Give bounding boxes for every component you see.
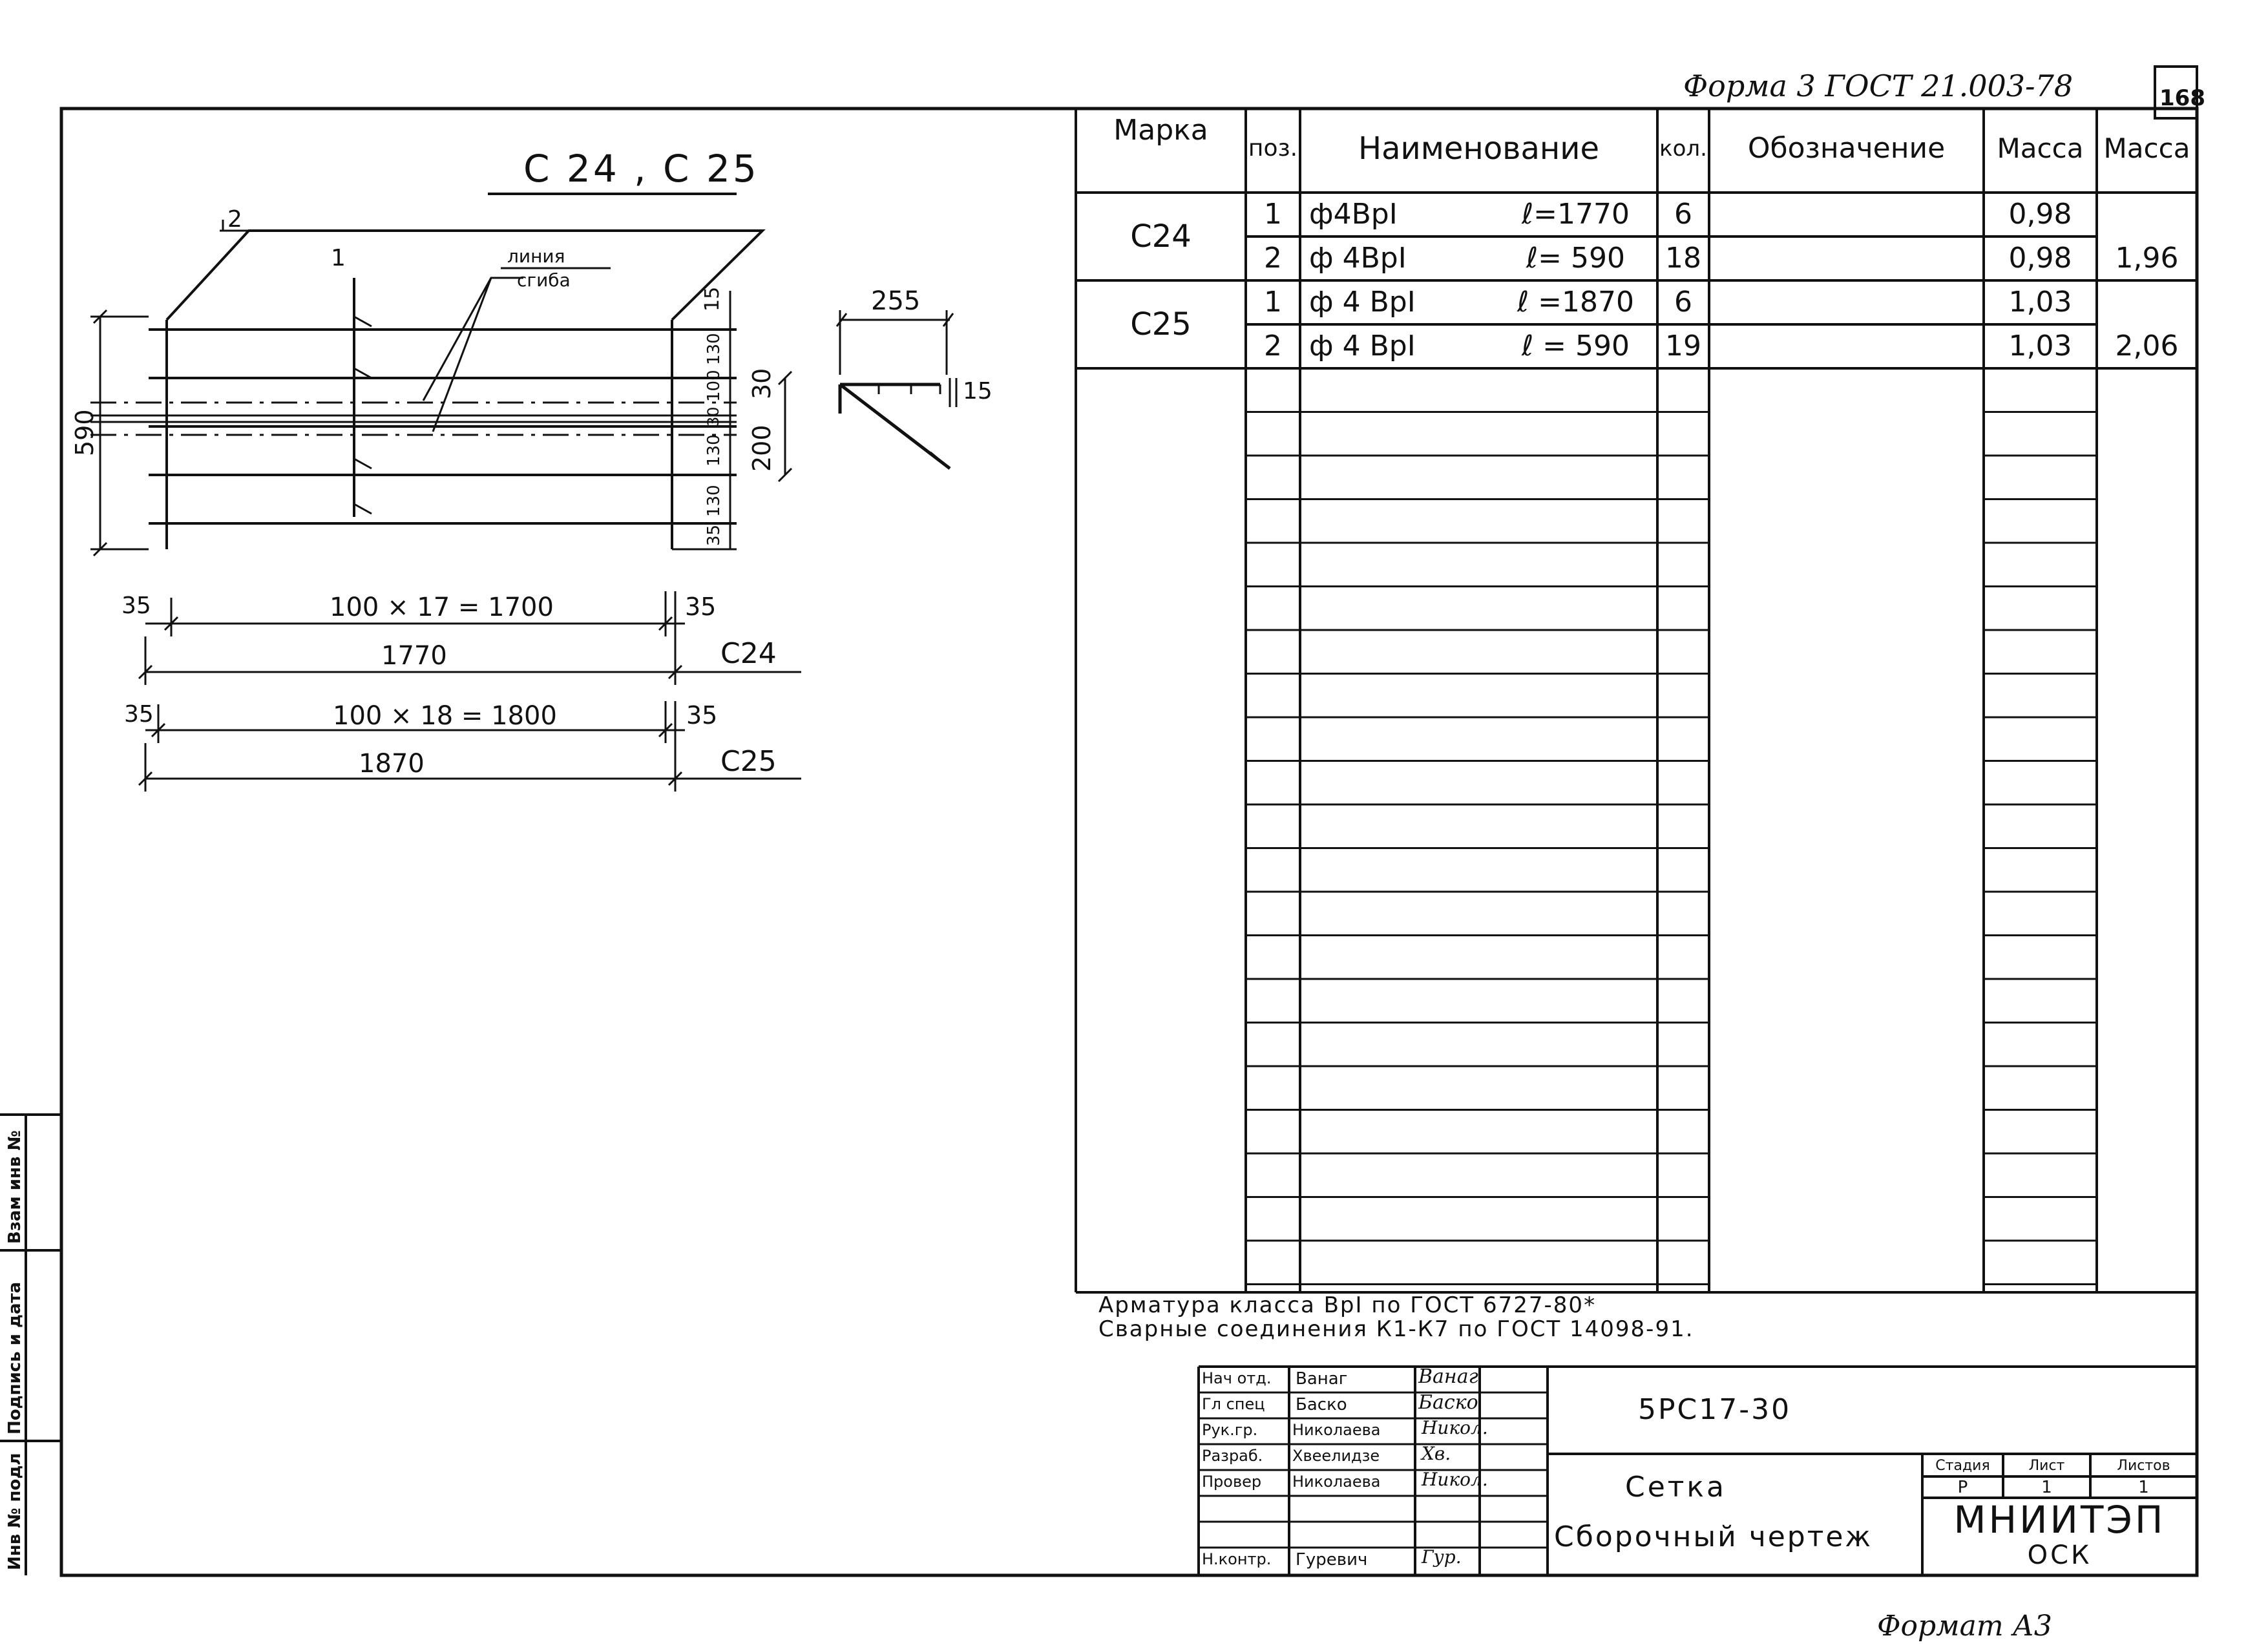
dimension-130-a: 130 [704,333,724,365]
tb-role-1: Нач отд. [1202,1369,1272,1387]
length-c25-1: ℓ =1870 [1517,286,1634,319]
tb-signature-7: Гур. [1422,1546,1462,1568]
side-dimension-15: 15 [963,378,992,404]
position-label-1: 1 [331,245,346,271]
document-code: 5РС17-30 [1638,1393,1792,1426]
sheet-value: 1 [2041,1477,2052,1497]
pos-c25-2: 2 [1264,330,1282,362]
tb-role-4: Разраб. [1202,1447,1263,1465]
qty-c24-2: 18 [1665,242,1701,275]
row2-mid: 1770 [381,641,447,671]
note-1: Арматура класса ВрI по ГОСТ 6727-80* [1098,1292,1597,1318]
pos-c24-1: 1 [1264,198,1282,231]
dimension-30-small: 30 [748,368,776,399]
bend-line-label-1: линия [507,246,565,267]
organization-subname: ОСК [2027,1540,2092,1570]
tb-name-2: Баско [1296,1395,1347,1414]
tb-role-2: Гл спец [1202,1395,1265,1413]
dimension-15: 15 [701,286,724,311]
drawing-title: С 24 , С 25 [523,147,759,191]
page-number: 168 [2159,85,2205,111]
qty-c25-2: 19 [1665,330,1701,362]
tb-signature-1: Ванаг [1418,1365,1478,1388]
row4-mid: 1870 [359,749,425,779]
sheet-label: Лист [2028,1457,2065,1474]
name-c24-2: ф 4ВрI [1309,242,1407,275]
row1-left: 35 [121,593,151,619]
header-mass-2: Масса [2103,132,2190,164]
tb-name-4: Хвеелидзе [1292,1447,1380,1465]
row1-right: 35 [685,593,717,621]
sheets-label: Листов [2117,1457,2170,1474]
row3-mid: 100 × 18 = 1800 [333,701,557,731]
length-c24-1: ℓ=1770 [1521,198,1630,231]
header-mark: Марка [1113,114,1208,147]
total-mass-c25: 2,06 [2115,330,2179,362]
tb-signature-5: Никол. [1422,1469,1488,1490]
dimension-590: 590 [70,409,99,456]
pos-c24-2: 2 [1264,242,1282,275]
organization-name: МНИИТЭП [1953,1498,2166,1542]
tb-name-7: Гуревич [1296,1550,1368,1570]
item-title: Сетка [1625,1471,1727,1504]
form-label: Форма 3 ГОСТ 21.003-78 [1683,68,2074,103]
position-label-2: 2 [227,206,242,233]
item-subtitle: Сборочный чертеж [1554,1520,1873,1553]
row3-right: 35 [686,701,718,730]
dimension-200: 200 [748,425,776,472]
tb-signature-2: Баско [1418,1391,1478,1414]
row1-mid: 100 × 17 = 1700 [330,593,554,622]
mass-c25-1: 1,03 [2008,286,2072,319]
dimension-100: 100 [704,370,724,402]
mark-c25: С25 [1130,306,1192,342]
tb-name-1: Ванаг [1296,1369,1348,1389]
tb-name-3: Николаева [1292,1421,1381,1439]
side-dimension-255: 255 [871,286,921,316]
length-c25-2: ℓ = 590 [1522,330,1630,362]
row3-left: 35 [124,701,154,728]
header-qty: кол. [1659,136,1707,162]
name-c25-2: ф 4 ВрI [1309,330,1416,362]
sheets-value: 1 [2138,1477,2149,1497]
note-2: Сварные соединения К1-К7 по ГОСТ 14098-91. [1098,1316,1694,1342]
tb-role-5: Провер [1202,1473,1262,1491]
qty-c25-1: 6 [1674,286,1692,319]
dimension-30: 30 [704,406,722,426]
row4-right: С25 [720,745,777,778]
mass-c24-2: 0,98 [2008,242,2072,275]
dimension-130-c: 130 [704,485,724,517]
header-pos: поз. [1248,135,1298,162]
tb-signature-3: Никол. [1422,1417,1488,1438]
qty-c24-1: 6 [1674,198,1692,231]
pos-c25-1: 1 [1264,286,1282,319]
mark-c24: С24 [1130,218,1192,255]
stage-value: Р [1957,1477,1968,1497]
tb-role-3: Рук.гр. [1202,1421,1258,1439]
bend-line-label-2: сгиба [517,269,571,291]
dimension-130-b: 130 [704,434,724,467]
dimension-35: 35 [704,524,724,546]
stage-label: Стадия [1935,1457,1990,1474]
mass-c24-1: 0,98 [2008,198,2072,231]
format-label: Формат А3 [1877,1610,2052,1643]
length-c24-2: ℓ= 590 [1526,242,1625,275]
header-mass-1: Масса [1997,132,2084,164]
side-stamp-replace: Взам инв № [5,1130,25,1244]
header-name: Наименование [1358,131,1599,167]
tb-name-5: Николаева [1292,1473,1381,1491]
tb-role-7: Н.контр. [1202,1550,1272,1568]
name-c25-1: ф 4 ВрI [1309,286,1416,319]
mass-c25-2: 1,03 [2008,330,2072,362]
row2-right: С24 [720,637,777,670]
side-stamp-inv: Инв № подл [5,1453,25,1570]
name-c24-1: ф4ВрI [1309,198,1398,231]
total-mass-c24: 1,96 [2115,242,2179,275]
header-designation: Обозначение [1747,132,1946,165]
tb-signature-4: Хв. [1422,1443,1451,1464]
side-stamp-sign-date: Подпись и дата [5,1281,25,1434]
